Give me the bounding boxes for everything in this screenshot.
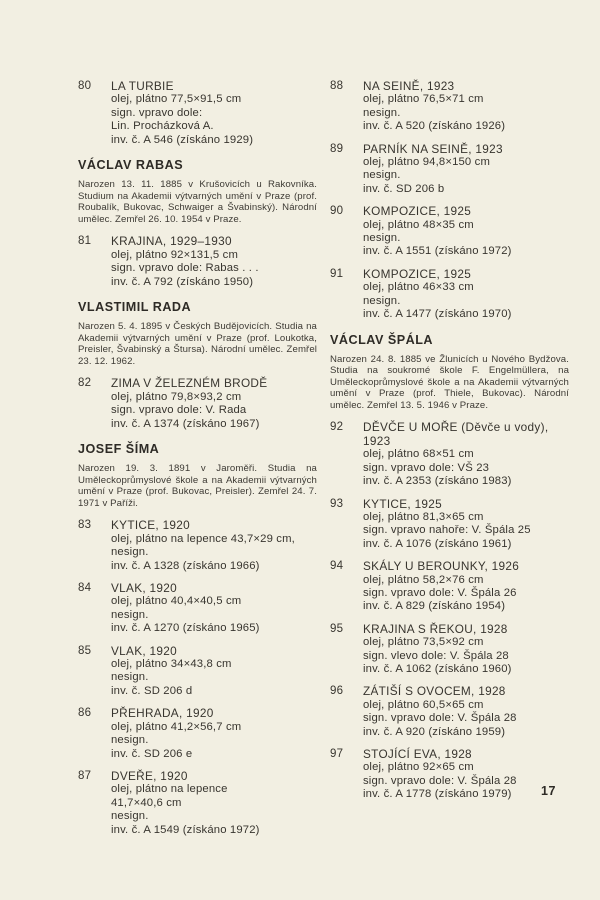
entry-detail-line: nesign.	[111, 546, 149, 559]
catalog-entry	[330, 498, 569, 552]
artist-bio: Narozen 13. 11. 1885 v Krušovicích u Rakovníka. Studium na Akademii výtvarných umění v Praze (prof. Roubalík, Bukovac, Schwaiger a Švabinský). Národní umělec. Zemřel 26. 10. 1954 v Praze.	[78, 179, 317, 225]
entry-detail-line: inv. č. A 520 (získáno 1926)	[363, 120, 506, 133]
catalog-entry	[330, 143, 569, 197]
entry-detail-line: Lin. Procházková A.	[111, 120, 214, 133]
catalog-entry	[78, 582, 317, 636]
entry-title: DĚVČE U MOŘE (Děvče u vody), 1923	[363, 420, 549, 448]
catalog-entry	[330, 748, 569, 802]
entry-detail-line: sign. vpravo dole: V. Špála 26	[363, 586, 517, 599]
entry-number: 91	[330, 267, 344, 280]
entry-detail-line: inv. č. SD 206 e	[111, 747, 193, 760]
artist-heading: VLASTIMIL RADA	[78, 300, 192, 315]
entry-body	[363, 80, 569, 134]
entry-title: VLAK, 1920	[111, 581, 177, 596]
entry-number: 87	[78, 769, 92, 782]
entry-detail-line: olej, plátno 81,3×65 cm	[363, 510, 484, 523]
right-column	[330, 80, 569, 846]
entry-detail-line: inv. č. A 829 (získáno 1954)	[363, 600, 506, 613]
entry-detail-line: olej, plátno 48×35 cm	[363, 218, 474, 231]
entry-detail-line: olej, plátno 34×43,8 cm	[111, 658, 232, 671]
entry-number: 93	[330, 497, 344, 510]
entry-detail-line: inv. č. SD 206 d	[111, 684, 193, 697]
entry-detail-line: nesign.	[363, 106, 401, 119]
entry-detail-line: sign. vlevo dole: V. Špála 28	[363, 649, 509, 662]
entry-body	[363, 498, 569, 552]
entry-body	[363, 685, 569, 739]
entry-title: LA TURBIE	[111, 79, 174, 93]
catalog-entry	[330, 80, 569, 134]
entry-body	[111, 707, 317, 761]
entry-title: SKÁLY U BEROUNKY, 1926	[363, 559, 520, 574]
entry-title: DVEŘE, 1920	[111, 768, 188, 783]
entry-number: 82	[78, 377, 92, 390]
entry-title: NA SEINĚ, 1923	[363, 79, 455, 93]
entry-title: KRAJINA, 1929–1930	[111, 234, 232, 249]
entry-detail-line: olej, plátno 94,8×150 cm	[363, 156, 491, 169]
entry-detail-line: olej, plátno 41,2×56,7 cm	[111, 720, 242, 733]
entry-title: PŘEHRADA, 1920	[111, 706, 214, 721]
catalog-entry	[78, 235, 317, 289]
entry-detail-line: sign. vpravo dole:	[111, 106, 203, 119]
entry-detail-line: 41,7×40,6 cm	[111, 796, 182, 809]
entry-detail-line: inv. č. A 1062 (získáno 1960)	[363, 662, 512, 675]
entry-number: 97	[330, 748, 344, 760]
catalog-entry	[330, 560, 569, 614]
entry-title: KOMPOZICE, 1925	[363, 204, 472, 219]
artist-bio: Narozen 5. 4. 1895 v Českých Budějovicích. Studia na Akademii výtvarných umění v Praze (prof. Loukotka, Preisler, Švabinský a Štursa). Národní umělec. Zemřel 23. 12. 1962.	[78, 321, 317, 367]
catalog-entry	[330, 685, 569, 739]
entry-detail-line: sign. vpravo dole: VŠ 23	[363, 461, 490, 474]
entry-detail-line: olej, plátno 40,4×40,5 cm	[111, 595, 242, 608]
entry-detail-line: olej, plátno 92×131,5 cm	[111, 248, 239, 261]
entry-detail-line: nesign.	[363, 294, 401, 307]
entry-title: ZIMA V ŽELEZNÉM BRODĚ	[111, 376, 268, 391]
entry-detail-line: olej, plátno 79,8×93,2 cm	[111, 390, 242, 403]
artist-heading: VÁCLAV ŠPÁLA	[330, 332, 434, 347]
catalog-entry	[78, 645, 317, 699]
entry-detail-line: inv. č. A 920 (získáno 1959)	[363, 725, 506, 738]
artist-bio: Narozen 19. 3. 1891 v Jaroměři. Studia na Uměleckoprůmyslové škole a na Akademii výtvarných umění v Praze (prof. Bukovac, Preisler). Zemřel 24. 7. 1971 v Paříži.	[78, 463, 317, 509]
entry-number: 85	[78, 644, 92, 657]
entry-detail-line: nesign.	[111, 810, 149, 823]
catalog-entry	[78, 707, 317, 761]
entry-title: KOMPOZICE, 1925	[363, 266, 472, 281]
entry-detail-line: inv. č. A 1778 (získáno 1979)	[363, 788, 512, 801]
entry-detail-line: olej, plátno 92×65 cm	[363, 761, 474, 774]
entry-title: PARNÍK NA SEINĚ, 1923	[363, 141, 503, 156]
entry-detail-line: nesign.	[111, 671, 149, 684]
entry-detail-line: inv. č. A 1270 (získáno 1965)	[111, 622, 260, 635]
entry-detail-line: nesign.	[111, 734, 149, 747]
entry-body	[363, 268, 569, 322]
entry-body	[363, 143, 569, 197]
entry-body	[363, 421, 569, 488]
entry-number: 83	[78, 519, 92, 532]
catalog-entry	[330, 205, 569, 259]
entry-number: 92	[330, 421, 344, 434]
entry-detail-line: olej, plátno 76,5×71 cm	[363, 93, 484, 106]
entry-detail-line: inv. č. SD 206 b	[363, 182, 445, 195]
entry-detail-line: inv. č. A 1477 (získáno 1970)	[363, 308, 512, 321]
entry-body	[111, 582, 317, 636]
entry-body	[111, 235, 317, 289]
entry-detail-line: nesign.	[363, 169, 401, 182]
entry-number: 86	[78, 707, 92, 720]
entry-detail-line: inv. č. A 1374 (získáno 1967)	[111, 417, 260, 430]
entry-detail-line: nesign.	[363, 232, 401, 245]
entry-detail-line: sign. vpravo nahoře: V. Špála 25	[363, 524, 531, 537]
entry-title: KRAJINA S ŘEKOU, 1928	[363, 621, 508, 636]
entry-detail-line: olej, plátno na lepence	[111, 783, 228, 796]
entry-detail-line: inv. č. A 1551 (získáno 1972)	[363, 245, 512, 258]
entry-detail-line: sign. vpravo dole: Rabas . . .	[111, 262, 259, 275]
entry-body	[363, 205, 569, 259]
entry-detail-line: inv. č. A 1076 (získáno 1961)	[363, 537, 512, 550]
artist-heading: VÁCLAV RABAS	[78, 158, 184, 173]
entry-detail-line: inv. č. A 792 (získáno 1950)	[111, 275, 254, 288]
left-column	[78, 80, 317, 846]
entry-number: 89	[330, 142, 344, 155]
artist-bio: Narozen 24. 8. 1885 ve Žlunicích u Nového Bydžova. Studia na soukromé škole F. Engelmüllera, na Uměleckoprůmyslové škole a na Akademii výtvarných umění v Praze (prof. Thiele, Bukovac). Národní umělec. Zemřel 13. 5. 1946 v Praze.	[330, 353, 569, 411]
entry-number: 88	[330, 80, 344, 92]
entry-number: 94	[330, 560, 344, 573]
entry-detail-line: nesign.	[111, 608, 149, 621]
entry-body	[111, 377, 317, 431]
entry-title: KYTICE, 1920	[111, 518, 191, 533]
entry-body	[111, 80, 317, 147]
entry-body	[111, 519, 317, 573]
catalog-entry	[330, 268, 569, 322]
entry-detail-line: sign. vpravo dole: V. Špála 28	[363, 774, 517, 787]
entry-detail-line: olej, plátno 60,5×65 cm	[363, 698, 484, 711]
entry-detail-line: olej, plátno na lepence 43,7×29 cm,	[111, 532, 295, 545]
entry-title: KYTICE, 1925	[363, 496, 443, 511]
entry-detail-line: olej, plátno 46×33 cm	[363, 281, 474, 294]
entry-body	[363, 748, 569, 802]
entry-title: STOJÍCÍ EVA, 1928	[363, 747, 472, 761]
entry-title: ZÁTIŠÍ S OVOCEM, 1928	[363, 684, 506, 699]
entry-detail-line: inv. č. A 1549 (získáno 1972)	[111, 823, 260, 836]
entry-body	[111, 770, 317, 837]
entry-detail-line: sign. vpravo dole: V. Rada	[111, 404, 247, 417]
entry-number: 81	[78, 235, 92, 248]
page-number: 17	[541, 784, 556, 798]
catalog-entry	[330, 421, 569, 488]
entry-detail-line: olej, plátno 58,2×76 cm	[363, 573, 484, 586]
entry-title: VLAK, 1920	[111, 643, 177, 658]
entry-body	[363, 560, 569, 614]
catalog-entry	[78, 770, 317, 837]
entry-number: 95	[330, 622, 344, 635]
catalog-entry	[78, 519, 317, 573]
catalog-entry	[78, 80, 317, 147]
entry-detail-line: olej, plátno 68×51 cm	[363, 448, 474, 461]
artist-heading: JOSEF ŠÍMA	[78, 442, 160, 457]
entry-detail-line: inv. č. A 546 (získáno 1929)	[111, 133, 254, 146]
catalog-entry	[330, 623, 569, 677]
entry-detail-line: olej, plátno 73,5×92 cm	[363, 636, 484, 649]
entry-detail-line: sign. vpravo dole: V. Špála 28	[363, 712, 517, 725]
entry-number: 90	[330, 205, 344, 218]
catalog-columns	[78, 80, 569, 846]
entry-body	[111, 645, 317, 699]
entry-body	[363, 623, 569, 677]
catalog-entry	[78, 377, 317, 431]
entry-number: 96	[330, 685, 344, 698]
entry-detail-line: inv. č. A 2353 (získáno 1983)	[363, 475, 512, 488]
entry-detail-line: olej, plátno 77,5×91,5 cm	[111, 93, 242, 106]
entry-detail-line: inv. č. A 1328 (získáno 1966)	[111, 559, 260, 572]
entry-number: 80	[78, 80, 92, 92]
entry-number: 84	[78, 582, 92, 595]
